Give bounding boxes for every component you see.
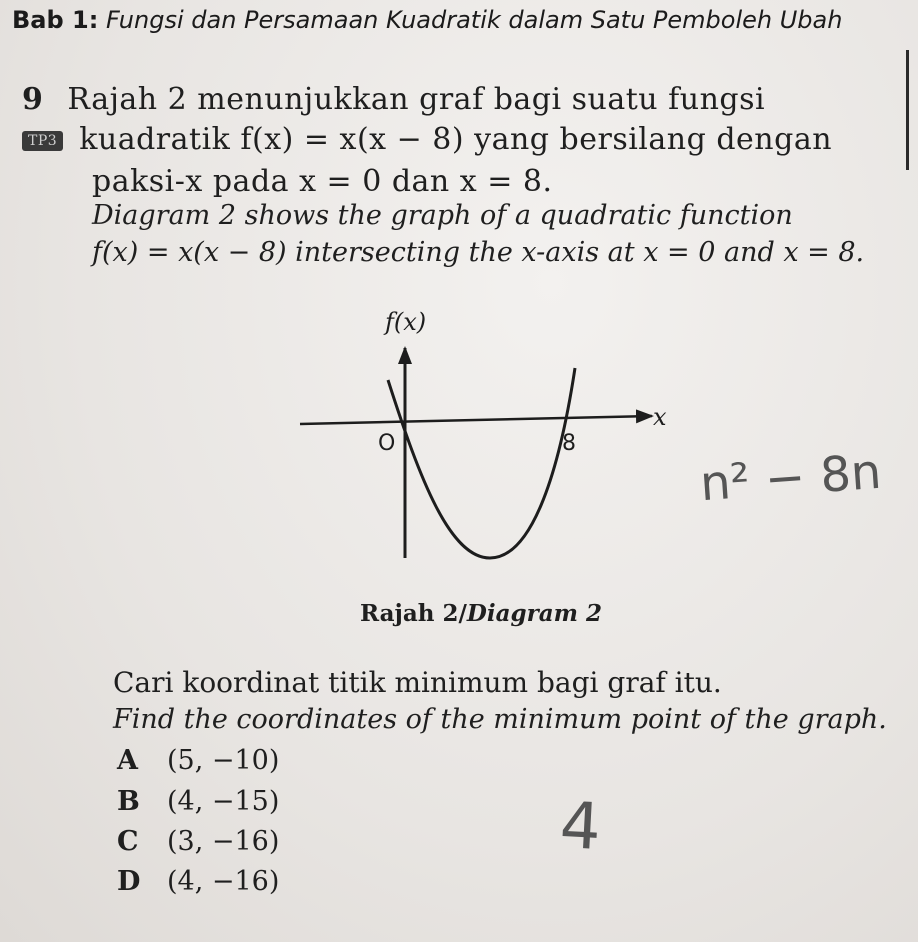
question-en-line-1 — [92, 200, 793, 231]
option-text: (3, −16) — [167, 826, 280, 857]
question-line-3 — [92, 164, 553, 199]
chapter-title: Fungsi dan Persamaan Kuadratik dalam Satu Pemboleh Ubah — [105, 6, 843, 34]
chapter-header — [12, 6, 842, 34]
option-a[interactable] — [117, 745, 279, 776]
option-letter: C — [117, 826, 139, 857]
option-letter: D — [117, 866, 141, 897]
question-text-2: kuadratik f(x) = x(x − 8) yang bersilang dengan — [79, 122, 833, 157]
question-line-2 — [22, 122, 832, 157]
caption-malay: Rajah 2/ — [360, 600, 467, 627]
handwritten-mark: 4 — [558, 788, 603, 866]
difficulty-badge: TP3 — [22, 131, 63, 151]
question-text-3: paksi-x pada x = 0 dan x = 8. — [92, 164, 553, 199]
question-en-text-1: Diagram 2 shows the graph of a quadratic function — [92, 200, 793, 231]
prompt-malay: Cari koordinat titik minimum bagi graf itu. — [113, 666, 722, 699]
origin-label: O — [378, 431, 396, 456]
option-letter: A — [117, 745, 138, 776]
chapter-number: Bab 1: — [12, 6, 99, 34]
diagram-caption — [360, 600, 602, 627]
question-en-line-2 — [92, 237, 864, 268]
quadratic-graph — [290, 300, 710, 590]
option-b[interactable] — [117, 786, 279, 817]
option-letter: B — [117, 786, 140, 817]
root-label: 8 — [562, 431, 576, 456]
question-line-1 — [22, 82, 765, 117]
option-text: (4, −15) — [167, 786, 280, 817]
option-c[interactable] — [117, 826, 279, 857]
question-number: 9 — [22, 82, 44, 117]
y-axis-label: f(x) — [385, 308, 427, 336]
handwritten-note: n² − 8n — [698, 443, 884, 513]
caption-english: Diagram 2 — [466, 600, 602, 627]
option-d[interactable] — [117, 866, 279, 897]
margin-rule — [906, 50, 909, 170]
question-en-text-2: f(x) = x(x − 8) intersecting the x-axis at x = 0 and x = 8. — [92, 237, 865, 268]
x-axis — [300, 416, 652, 424]
x-axis-label: x — [653, 403, 667, 431]
prompt-english: Find the coordinates of the minimum point of the graph. — [113, 704, 887, 735]
question-text-1: Rajah 2 menunjukkan graf bagi suatu fungsi — [67, 82, 766, 117]
option-text: (5, −10) — [167, 745, 280, 776]
parabola-curve — [388, 368, 575, 558]
option-text: (4, −16) — [167, 866, 280, 897]
